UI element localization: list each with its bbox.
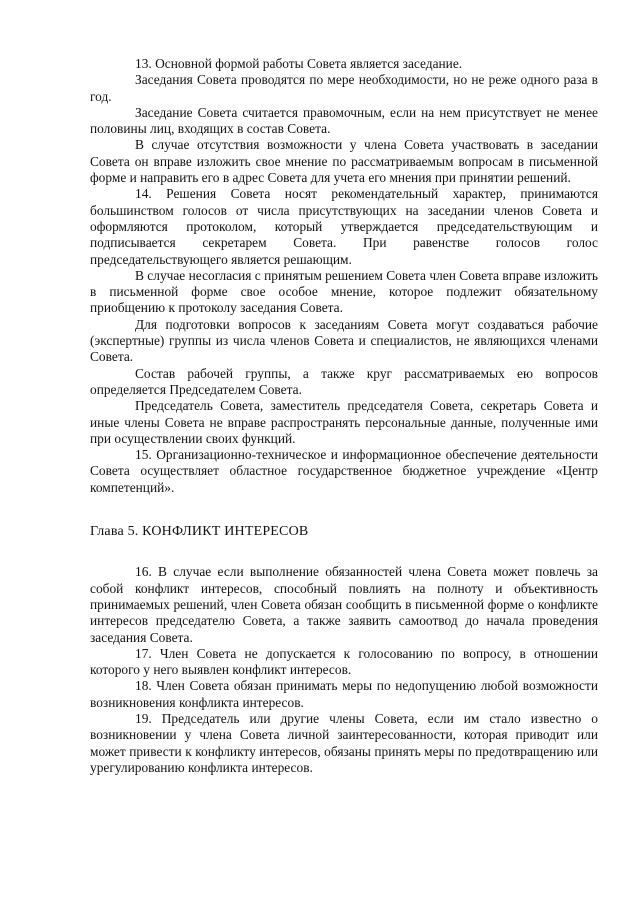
paragraph-17: 17. Член Совета не допускается к голосованию по вопросу, в отношении которого у него выявлен конфликт интересов. xyxy=(90,645,598,678)
paragraph-16: 16. В случае если выполнение обязанностей члена Совета может повлечь за собой конфликт интересов, способный повлиять на полноту и объективность принимаемых решений, член Совета обязан сообщить в письменной форме о конфликте интересов председателю Совета, а также заявить самоотвод до начала проведения заседания Совета. xyxy=(90,564,598,645)
paragraph-group-composition: Состав рабочей группы, а также круг рассматриваемых ею вопросов определяется Председателем Совета. xyxy=(90,365,598,397)
paragraph-personal-data: Председатель Совета, заместитель председателя Совета, секретарь Совета и иные члены Совета не вправе распространять персональные данные, полученные ими при осуществлении своих функций. xyxy=(90,398,598,446)
paragraph-working-groups: Для подготовки вопросов к заседаниям Совета могут создаваться рабочие (экспертные) группы из числа членов Совета и специалистов, не являющихся членами Совета. xyxy=(90,316,598,365)
paragraph-quorum: Заседание Совета считается правомочным, если на нем присутствует не менее половины лиц, входящих в состав Совета. xyxy=(90,104,598,137)
paragraph-13: 13. Основной формой работы Совета является заседание. xyxy=(135,56,463,71)
paragraph-meeting-frequency: Заседания Совета проводятся по мере необходимости, но не реже одного раза в год. xyxy=(90,72,598,104)
document-page xyxy=(90,56,598,776)
paragraph-18: 18. Член Совета обязан принимать меры по недопущению любой возможности возникновения конфликта интересов. xyxy=(90,678,598,710)
paragraph-absence: В случае отсутствия возможности у члена Совета участвовать в заседании Совета он вправе изложить свое мнение по рассматриваемым вопросам в письменной форме и направить его в адрес Совета для учета его мнения при принятии решений. xyxy=(90,137,598,186)
paragraph-14: 14. Решения Совета носят рекомендательный характер, принимаются большинством голосов от числа присутствующих на заседании членов Совета и оформляются протоколом, который утверждается председательствующим и подписывается секретарем Совета. При равенстве голосов голос председательствующего является решающим. xyxy=(90,186,598,267)
paragraph-15: 15. Организационно-техническое и информационное обеспечение деятельности Совета осуществляет областное государственное бюджетное учреждение «Центр компетенций». xyxy=(90,447,598,495)
chapter-5-heading: Глава 5. КОНФЛИКТ ИНТЕРЕСОВ xyxy=(90,524,309,540)
paragraph-19: 19. Председатель или другие члены Совета, если им стало известно о возникновении у члена Совета личной заинтересованности, которая приводит или может привести к конфликту интересов, обязаны принять меры по предотвращению или урегулированию конфликта интересов. xyxy=(90,710,598,775)
paragraph-dissent: В случае несогласия с принятым решением Совета член Совета вправе изложить в письменной форме свое особое мнение, которое подлежит обязательному приобщению к протоколу заседания Совета. xyxy=(90,267,598,316)
